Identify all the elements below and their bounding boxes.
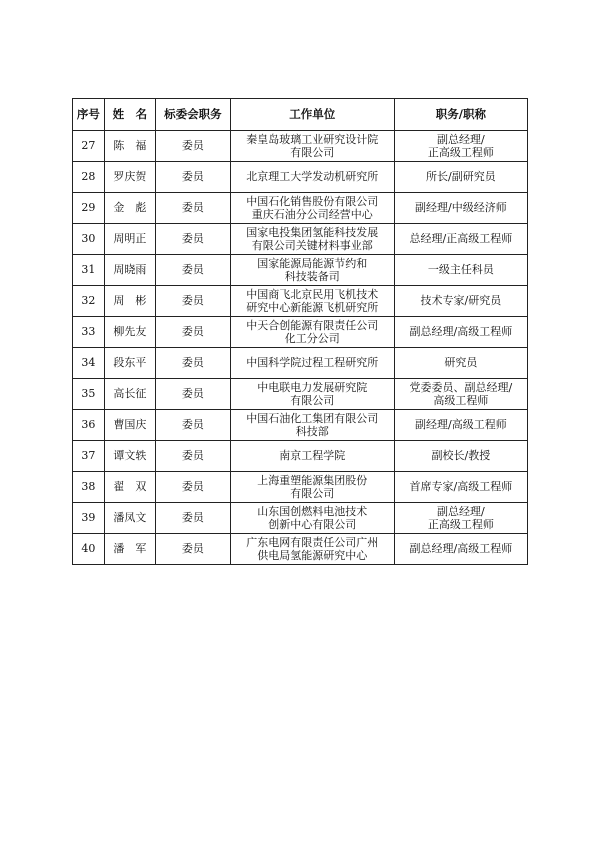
cell-name: 周明正: [104, 224, 155, 255]
cell-number: 33: [73, 317, 105, 348]
header-committee-role: 标委会职务: [156, 99, 231, 131]
cell-organization: 国家电投集团氢能科技发展 有限公司关键材料事业部: [230, 224, 394, 255]
cell-number: 27: [73, 131, 105, 162]
table-header: [73, 99, 528, 131]
cell-committee-role: 委员: [156, 410, 231, 441]
cell-committee-role: 委员: [156, 255, 231, 286]
table-row: [73, 472, 528, 503]
cell-name: 周晓雨: [104, 255, 155, 286]
cell-organization: 南京工程学院: [230, 441, 394, 472]
cell-number: 31: [73, 255, 105, 286]
cell-position-title: 副总经理/高级工程师: [394, 534, 527, 565]
cell-name: 高长征: [104, 379, 155, 410]
cell-committee-role: 委员: [156, 534, 231, 565]
table-row: [73, 131, 528, 162]
cell-organization: 国家能源局能源节约和 科技装备司: [230, 255, 394, 286]
cell-committee-role: 委员: [156, 286, 231, 317]
cell-organization: 中天合创能源有限责任公司 化工分公司: [230, 317, 394, 348]
cell-name: 潘 军: [104, 534, 155, 565]
table-row: [73, 162, 528, 193]
cell-organization: 北京理工大学发动机研究所: [230, 162, 394, 193]
cell-number: 32: [73, 286, 105, 317]
cell-position-title: 副经理/中级经济师: [394, 193, 527, 224]
cell-position-title: 一级主任科员: [394, 255, 527, 286]
cell-name: 罗庆贺: [104, 162, 155, 193]
cell-number: 28: [73, 162, 105, 193]
cell-number: 36: [73, 410, 105, 441]
cell-organization: 秦皇岛玻璃工业研究设计院 有限公司: [230, 131, 394, 162]
cell-position-title: 副总经理/ 正高级工程师: [394, 503, 527, 534]
cell-name: 翟 双: [104, 472, 155, 503]
cell-position-title: 副总经理/高级工程师: [394, 317, 527, 348]
cell-organization: 中国石化销售股份有限公司 重庆石油分公司经营中心: [230, 193, 394, 224]
cell-organization: 中国科学院过程工程研究所: [230, 348, 394, 379]
cell-number: 30: [73, 224, 105, 255]
cell-number: 37: [73, 441, 105, 472]
cell-committee-role: 委员: [156, 348, 231, 379]
table-row: [73, 255, 528, 286]
cell-committee-role: 委员: [156, 317, 231, 348]
header-position-title: 职务/职称: [394, 99, 527, 131]
cell-position-title: 首席专家/高级工程师: [394, 472, 527, 503]
header-organization: 工作单位: [230, 99, 394, 131]
cell-name: 谭文轶: [104, 441, 155, 472]
table-row: [73, 410, 528, 441]
committee-members-table: [72, 98, 528, 565]
cell-position-title: 总经理/正高级工程师: [394, 224, 527, 255]
cell-committee-role: 委员: [156, 441, 231, 472]
table-row: [73, 224, 528, 255]
cell-name: 潘凤文: [104, 503, 155, 534]
cell-committee-role: 委员: [156, 131, 231, 162]
cell-name: 周 彬: [104, 286, 155, 317]
cell-organization: 山东国创燃料电池技术 创新中心有限公司: [230, 503, 394, 534]
cell-position-title: 所长/副研究员: [394, 162, 527, 193]
cell-committee-role: 委员: [156, 472, 231, 503]
header-number: 序号: [73, 99, 105, 131]
cell-number: 34: [73, 348, 105, 379]
cell-position-title: 技术专家/研究员: [394, 286, 527, 317]
cell-position-title: 党委委员、副总经理/ 高级工程师: [394, 379, 527, 410]
table-row: [73, 441, 528, 472]
cell-number: 39: [73, 503, 105, 534]
cell-committee-role: 委员: [156, 224, 231, 255]
cell-number: 35: [73, 379, 105, 410]
cell-number: 40: [73, 534, 105, 565]
table-row: [73, 193, 528, 224]
cell-committee-role: 委员: [156, 162, 231, 193]
cell-position-title: 研究员: [394, 348, 527, 379]
table-row: [73, 379, 528, 410]
header-row: [73, 99, 528, 131]
cell-position-title: 副总经理/ 正高级工程师: [394, 131, 527, 162]
cell-number: 38: [73, 472, 105, 503]
cell-committee-role: 委员: [156, 379, 231, 410]
table-row: [73, 317, 528, 348]
cell-name: 段东平: [104, 348, 155, 379]
cell-name: 曹国庆: [104, 410, 155, 441]
cell-position-title: 副经理/高级工程师: [394, 410, 527, 441]
cell-organization: 中国石油化工集团有限公司 科技部: [230, 410, 394, 441]
cell-number: 29: [73, 193, 105, 224]
cell-organization: 中国商飞北京民用飞机技术 研究中心新能源飞机研究所: [230, 286, 394, 317]
cell-organization: 广东电网有限责任公司广州 供电局氢能源研究中心: [230, 534, 394, 565]
cell-organization: 上海重塑能源集团股份 有限公司: [230, 472, 394, 503]
table-row: [73, 286, 528, 317]
table-body: [73, 131, 528, 565]
table-row: [73, 534, 528, 565]
cell-committee-role: 委员: [156, 503, 231, 534]
cell-name: 金 彪: [104, 193, 155, 224]
table-row: [73, 503, 528, 534]
cell-position-title: 副校长/教授: [394, 441, 527, 472]
table-row: [73, 348, 528, 379]
cell-committee-role: 委员: [156, 193, 231, 224]
cell-organization: 中电联电力发展研究院 有限公司: [230, 379, 394, 410]
cell-name: 柳先友: [104, 317, 155, 348]
cell-name: 陈 福: [104, 131, 155, 162]
header-name: 姓 名: [104, 99, 155, 131]
